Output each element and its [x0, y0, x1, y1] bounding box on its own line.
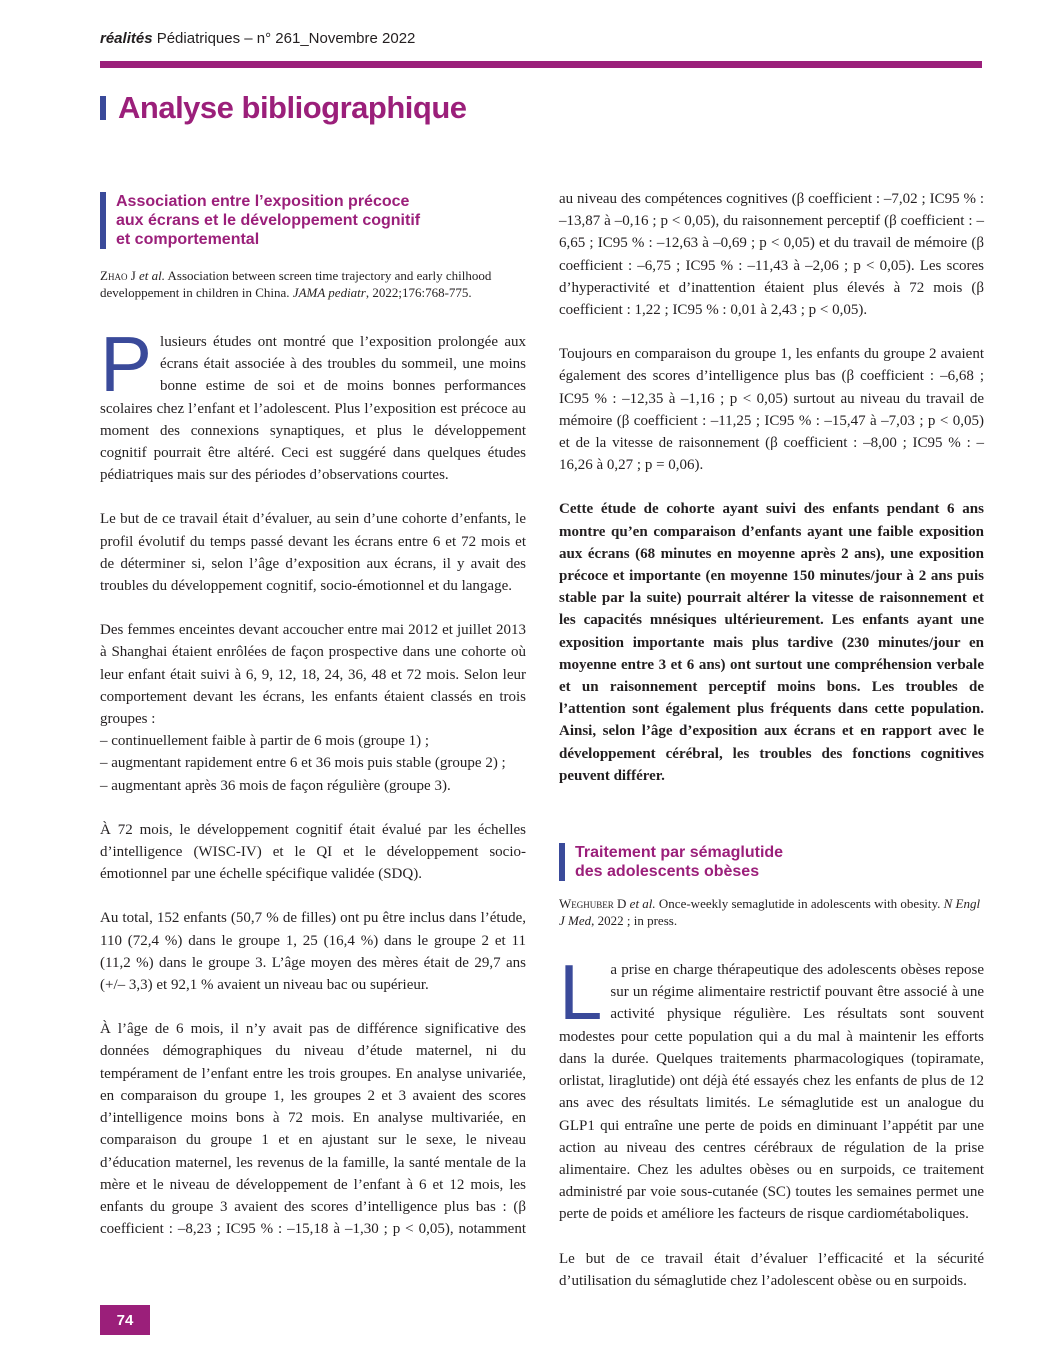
ref-journal: JAMA pediatr: [292, 285, 366, 300]
article1-reference: [100, 267, 526, 301]
dropcap: L: [559, 948, 603, 1037]
list-item: – augmentant après 36 mois de façon régulière (groupe 3).: [100, 777, 451, 794]
article2-paragraph: La prise en charge thérapeutique des adolescents obèses repose sur un régime alimentaire restrictif pouvant être associé à une activité physique régulière. Les résultats sont souvent modestes pour cette population qui a du mal à maintenir les efforts dans la durée. Quelques traitements pharmacologiques (topiramate, orlistat, liraglutide) ont déjà été essayés chez les enfants de plus de 12 ans avec des résultats limités. Le sémaglutide est un analogue du GLP1 qui entraîne une perte de poids en diminuant l’appétit par une action au niveau des centres cérébraux de régulation de la prise alimentaire. Chez les adultes obèses ou en surpoids, ce traitement administré par voie sous-cutanée (SC) toutes les semaines permet une perte de poids et améliore les facteurs de risque cardiométaboliques.: [559, 948, 984, 1223]
left-column: [100, 192, 526, 1262]
article1-title-line: et comportemental: [116, 231, 260, 248]
ref-author: Zhao J: [100, 268, 136, 283]
list-item: – continuellement faible à partir de 6 mois (groupe 1) ;: [100, 733, 430, 750]
right-column: [559, 188, 984, 1314]
article1-paragraph: À 72 mois, le développement cognitif était évalué par les échelles d’intelligence (WISC-IV) et le QI et le développement socio-émotionnel par une échelle spécifique validée (SDQ).: [100, 821, 526, 883]
article1-conclusion: Cette étude de cohorte ayant suivi des enfants pendant 6 ans montre qu’en comparaison d’enfants ayant une faible exposition aux écrans (68 minutes en moyenne après 2 ans), une exposition précoce et importante (en moyenne 150 minutes/jour à 2 ans puis stable par la suite) pourrait altérer la vitesse de raisonnement et les capacités mnésiques ultérieurement. Les enfants ayant une exposition importante mais plus tardive (230 minutes/jour en moyenne entre 3 et 6 ans) ont surtout une compréhension verbale et un raisonnement perceptif moins bons. Les troubles de l’attention sont également plus fréquents dans cette population. Ainsi, selon l’âge d’exposition aux écrans et en rapport avec le développement cérébral, les troubles des fonctions cognitives peuvent différer.: [559, 501, 984, 784]
list-item: – augmentant rapidement entre 6 et 36 mois puis stable (groupe 2) ;: [100, 755, 506, 772]
ref-title: Once-weekly semaglutide in adolescents with obesity.: [655, 896, 944, 912]
article1-title: [100, 192, 526, 249]
article1-title-line: Association entre l’exposition précoce: [116, 193, 410, 210]
article1-title-line: aux écrans et le développement cognitif: [116, 212, 421, 229]
article2: [559, 843, 984, 1292]
ref-citation: , 2022;176:768-775.: [365, 285, 472, 300]
article1-paragraph: Au total, 152 enfants (50,7 % de filles) ont pu être inclus dans l’étude, 110 (72,4 %) dans le groupe 1, 25 (16,4 %) dans le groupe 2 et 11 (11,2 %) dans le groupe 3. L’âge moyen des mères était de 29,7 ans (+/– 3,3) et 92,1 % avaient un niveau bac ou supérieur.: [100, 910, 526, 994]
ref-author: Weghuber D: [559, 896, 627, 912]
ref-citation: , 2022 ; in press.: [591, 913, 678, 929]
article2-title: [559, 843, 984, 881]
ref-title: Association between screen time trajectory and early chilhood developpement in children in China.: [100, 268, 492, 300]
page-number: 74: [100, 1305, 150, 1335]
journal-header: [100, 30, 415, 47]
ref-journal: N Engl J Med: [559, 896, 981, 929]
article1-paragraph: Plusieurs études ont montré que l’exposition prolongée aux écrans était associée à des troubles du sommeil, une moins bonne estime de soi et de moins bonnes performances scolaires chez l’enfant et l’adolescent. Plus l’exposition est précoce au moment des connexions synaptiques, et plus le développement cognitif pourrait être altéré. Ceci est suggéré dans quelques études pédiatriques mais sur des périodes d’observations courtes.: [100, 320, 526, 484]
article1-title-bar: [100, 192, 106, 249]
header-rule: [100, 61, 982, 68]
article2-paragraph: Le but de ce travail était d’évaluer l’efficacité et la sécurité d’utilisation du sémaglutide chez l’adolescent obèse ou en surpoids.: [559, 1250, 984, 1289]
article2-reference: [559, 895, 984, 929]
dropcap: P: [100, 320, 153, 408]
section-title: [100, 88, 467, 128]
section-title-bar: [100, 96, 106, 120]
article1-paragraph-continued: au niveau des compétences cognitives (β coefficient : –7,02 ; IC95 % : –13,87 à –0,16 ; p < 0,05), du raisonnement perceptif (β coefficient : –6,65 ; IC95 % : –12,63 à –0,69 ; p < 0,05) et du travail de mémoire (β coefficient : –6,75 ; IC95 % : –11,43 à –2,06 ; p < 0,05). Les scores d’hyperactivité et d’inattention étaient plus élevés à 72 mois (β coefficient : 1,22 ; IC95 % : 0,01 à 2,43 ; p < 0,05).: [559, 191, 984, 319]
section-title-text: Analyse bibliographique: [118, 90, 467, 125]
article1-paragraph-continued: À l’âge de 6 mois, il n’y avait pas de différence significative des données démographiques du niveau d’étude maternel, ni du tempérament de l’enfant entre les trois groupes. En analyse univariée, en comparaison du groupe 1, les groupes 2 et 3 avaient des scores d’intelligence moins bons à 72 mois. En analyse multivariée, en comparaison du groupe 1 et en ajustant sur le sexe, le niveau d’éducation maternel, les revenus de la famille, la santé mentale de la mère et le niveau de développement de l’enfant à 6 et 12 mois, les enfants du groupe 3 avaient des scores d’intelligence plus bas : (β coefficient : –8,23 ; IC95 % : –15,18 à –1,30 ; p < 0,05), notamment: [100, 1021, 526, 1238]
article2-title-line: Traitement par sémaglutide: [575, 844, 784, 862]
article1-paragraph: Toujours en comparaison du groupe 1, les enfants du groupe 2 avaient également des scores d’intelligence plus bas (β coefficient : –6,68 ; IC95 % : –12,35 à –1,16 ; p < 0,05) surtout au niveau du travail de mémoire (β coefficient : –11,25 ; IC95 % : –15,47 à –7,03 ; p < 0,05) et de la vitesse de raisonnement (β coefficient : –8,00 ; IC95 % : –16,26 à 0,27 ; p = 0,06).: [559, 346, 984, 474]
article2-title-line: des adolescents obèses: [575, 863, 760, 881]
journal-brand: réalités: [100, 30, 153, 47]
ref-etal: et al.: [626, 896, 656, 912]
journal-issue: Pédiatriques – n° 261_Novembre 2022: [152, 30, 416, 47]
article2-title-bar: [559, 843, 565, 881]
ref-etal: et al.: [135, 268, 165, 283]
article1-paragraph: Le but de ce travail était d’évaluer, au sein d’une cohorte d’enfants, le profil évolutif du temps passé devant les écrans entre 6 et 72 mois et de déterminer si, selon l’âge d’exposition aux écrans, il y avait des troubles du développement cognitif, socio-émotionnel et du langage.: [100, 511, 526, 595]
article1-paragraph: Des femmes enceintes devant accoucher entre mai 2012 et juillet 2013 à Shanghai étaient enrôlées de façon prospective dans une cohorte où leur enfant était suivi à 6, 9, 12, 18, 24, 36, 48 et 72 mois. Selon leur comportement devant les écrans, les enfants étaient classés en trois groupes : – continuellement faible à partir de 6 mois (groupe 1) ; – augmentant rapidement entre 6 et 36 mois puis stable (groupe 2) ; – augmentant après 36 mois de façon régulière (groupe 3).: [100, 619, 526, 797]
